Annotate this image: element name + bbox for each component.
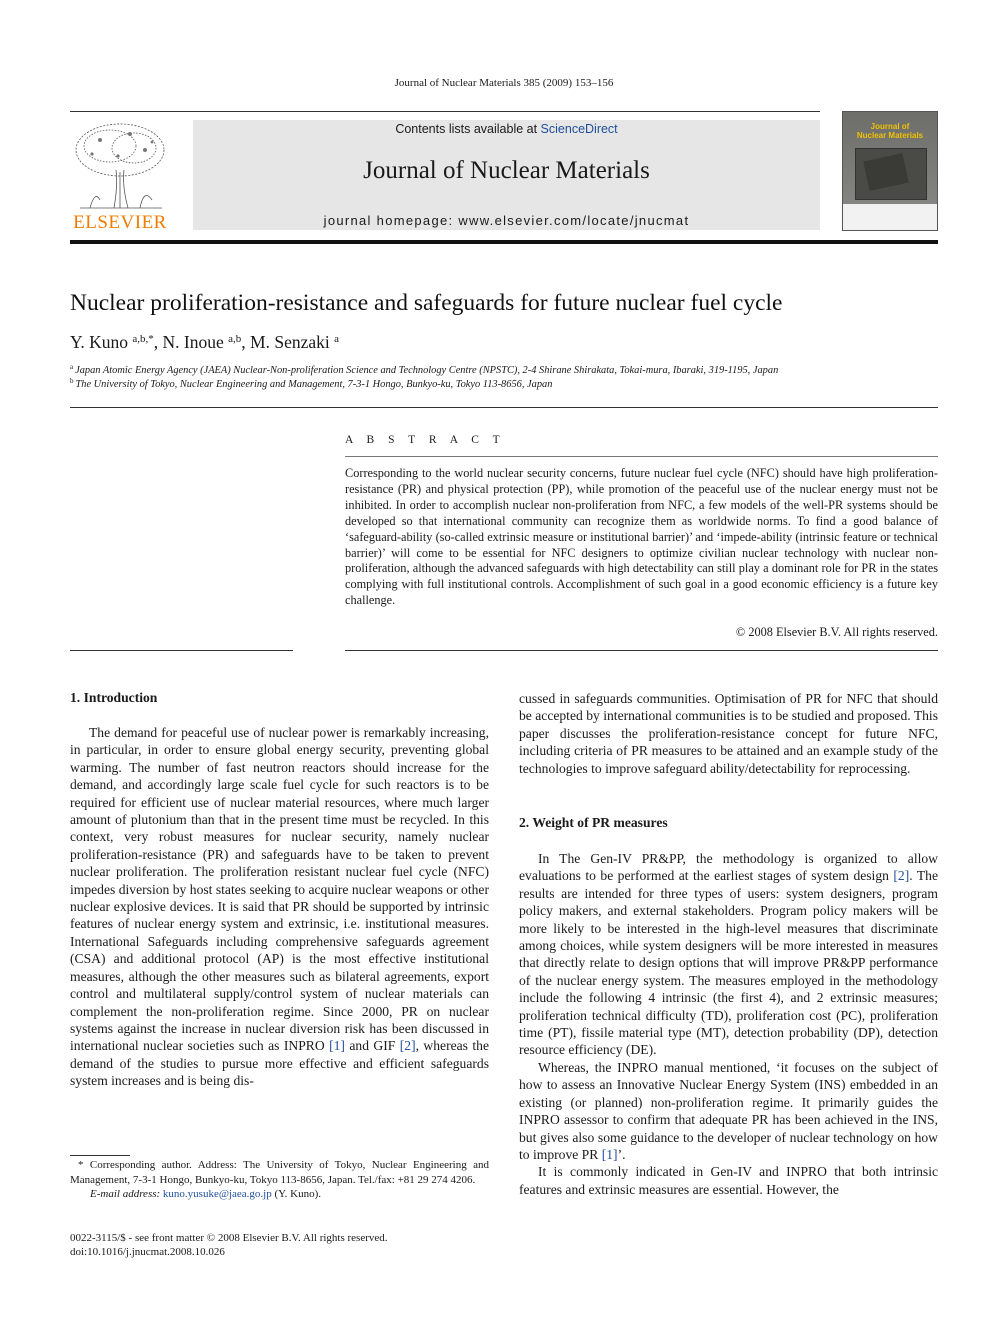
author-name[interactable]: M. Senzaki <box>250 332 330 352</box>
right-abstract-rule <box>345 650 938 651</box>
contents-line <box>193 122 820 136</box>
abstract-text: Corresponding to the world nuclear security concerns, future nuclear fuel cycle (NFC) should have high proliferation-resistance (PR) and physical protection (PP), while promotion of the peaceful use of the nuclear energy must not be inhibited. In order to accomplish nuclear non-proliferation from NFC, a few models of the well-PR systems should be developed so that international community can recognize them as worldwide norms. To find a good balance of ‘safeguard-ability (so-called extrinsic measure or institutional barrier)’ and ‘impede-ability (intrinsic feature or technical barrier)’ will come to be essential for NFC designers to optimize civilian nuclear technology with nuclear non-proliferation, although the advanced safeguards with high detectability can still play a dominant role for PR in the states complying with full institutional controls. Accomplishment of such goal in a good economic efficiency is a future key challenge. <box>345 466 938 608</box>
text-run: The demand for peaceful use of nuclear power is remarkably increasing, in particular, in order to ensure global energy security, preventing global warming. The number of fast neutron reactors should increase for the demand, and accordingly large scale fuel cycle for such reactors is to be required for efficient use of nuclear material resources, where much larger amount of plutonium than that in the present time must be recycled. In this context, very robust measures for nuclear security, namely nuclear proliferation-resistance (PR) and safeguards have to be taken to prevent nuclear proliferation. The proliferation resistant nuclear fuel cycle (NFC) impedes diversion by host states seeking to acquire nuclear weapons or other nuclear explosive devices. It is said that PR should be supported by intrinsic features of nuclear energy system and extrinsic, i.e. institutional measures. International Safeguards including comprehensive safeguards agreement (CSA) and additional protocol (AP) is the most effective institutional measures, although the other measures such as bilateral agreements, export control and multilateral supply/control system of nuclear materials can complement the non-proliferation regime. Since 2000, PR on nuclear systems against the increase in nuclear diversion risk has been discussed in international nuclear societies such as INPRO <box>70 725 489 1054</box>
abstract-heading-rule <box>345 456 938 457</box>
footnote <box>70 1158 489 1202</box>
text-run: In The Gen-IV PR&PP, the methodology is organized to allow evaluations to be performed at the earliest stages of system design <box>519 851 938 884</box>
author-separator: , <box>153 332 163 352</box>
paragraph <box>519 1059 938 1163</box>
affiliation-a <box>70 365 778 376</box>
text-run: ’. <box>617 1146 626 1162</box>
introduction-continued <box>519 690 938 777</box>
author-affiliation-mark: a,b <box>228 333 242 345</box>
sciencedirect-link[interactable]: ScienceDirect <box>540 122 618 136</box>
cover-title-line2: Nuclear Materials <box>856 131 924 140</box>
affiliation-b <box>70 379 552 390</box>
issn-line: 0022-3115/$ - see front matter © 2008 Elsevier B.V. All rights reserved. <box>70 1232 388 1244</box>
affiliation-mark: b <box>70 377 74 385</box>
cover-title-line1: Journal of <box>870 122 910 131</box>
affiliation-rule <box>70 407 938 408</box>
author-affiliation-mark: a,b,* <box>132 333 154 345</box>
article-title: Nuclear proliferation-resistance and safeguards for future nuclear fuel cycle <box>70 290 783 316</box>
footnote-rule <box>70 1155 130 1156</box>
abstract-heading: A B S T R A C T <box>345 434 506 446</box>
journal-cover[interactable] <box>842 111 938 231</box>
text-run: . The results are intended for three types of users: system designers, program policy makers, and external stakeholders. Program policy makers will be more likely to be interested in the high-level measures that discriminate among choices, while system designers will be more interested in measures that directly relate to design options that will improve PR&PP performance of the nuclear energy system. The measures employed in the methodology include the following 4 intrinsic (the first 4), and 2 extrinsic measures; proliferation technical difficulty (TD), proliferation cost (PC), proliferation time (PT), fissile material type (MT), detection probability (DP), detection resource efficiency (DE). <box>519 868 938 1058</box>
affiliation-text: The University of Tokyo, Nuclear Engineering and Management, 7-3-1 Hongo, Bunkyo-ku, Tokyo 113-8656, Japan <box>75 379 553 390</box>
left-abstract-rule <box>70 650 293 651</box>
email-suffix: (Y. Kuno). <box>271 1188 322 1201</box>
header-rule <box>70 111 820 112</box>
affiliation-text: Japan Atomic Energy Agency (JAEA) Nuclear-Non-proliferation Science and Technology Centre (NPSTC), 2-4 Shirane Shirakata, Tokai-mura, Ibaraki, 319-1195, Japan <box>75 365 779 376</box>
text-run: Whereas, the INPRO manual mentioned, ‘it focuses on the subject of how to assess an Innovative Nuclear Energy System (INS) embedded in an existing (or planned) non-proliferation regime. It primarily guides the INPRO assessor to confirm that adequate PR has been achieved in the INS, but gives also some guidance to the developer of nuclear technology on how to improve PR <box>519 1059 938 1162</box>
journal-homepage[interactable]: journal homepage: www.elsevier.com/locate/jnucmat <box>323 213 690 228</box>
affiliation-mark: a <box>70 363 74 371</box>
publisher-name: ELSEVIER <box>73 212 167 233</box>
paragraph: It is commonly indicated in Gen-IV and INPRO that both intrinsic features and extrinsic measures are essential. However, the <box>519 1164 938 1197</box>
banner-bottom-rule <box>70 240 938 244</box>
paragraph: cussed in safeguards communities. Optimisation of PR for NFC that should be accepted by international communities is to be studied and proposed. This paper discusses the proliferation-resistance concept for future NFC, including criteria of PR measures to be attained and an example study of the technologies to improve safeguard ability/detectability for reprocessing. <box>519 691 938 776</box>
cover-title <box>849 122 931 140</box>
running-head: Journal of Nuclear Materials 385 (2009) 153–156 <box>394 77 614 89</box>
cover-image <box>855 148 927 200</box>
introduction-body <box>70 724 489 1090</box>
weight-body <box>519 850 938 1198</box>
cover-image-shape <box>863 153 908 191</box>
front-matter-meta <box>70 1231 388 1260</box>
citation-link[interactable]: [2] <box>399 1038 416 1054</box>
email-label: E-mail address: <box>90 1188 161 1201</box>
section-heading-introduction: 1. Introduction <box>70 690 158 705</box>
email-line <box>70 1187 489 1202</box>
elsevier-tree-icon <box>70 120 170 212</box>
journal-banner <box>193 120 820 230</box>
author-name[interactable]: Y. Kuno <box>70 332 129 352</box>
section-heading-weight: 2. Weight of PR measures <box>519 815 668 830</box>
journal-title: Journal of Nuclear Materials <box>363 157 650 184</box>
paragraph <box>70 724 489 1090</box>
author-list <box>70 332 339 353</box>
corresponding-author-note: * Corresponding author. Address: The University of Tokyo, Nuclear Engineering and Management, 7-3-1 Hongo, Bunkyo-ku, Tokyo 113-8656, Japan. Tel./fax: +81 29 274 4206. <box>70 1159 489 1186</box>
abstract-copyright: © 2008 Elsevier B.V. All rights reserved. <box>735 625 938 639</box>
citation-link[interactable]: [2] <box>893 868 910 884</box>
citation-link[interactable]: [1] <box>601 1146 618 1162</box>
cover-footer <box>843 204 937 230</box>
author-affiliation-mark: a <box>334 333 340 345</box>
doi-line[interactable]: doi:10.1016/j.jnucmat.2008.10.026 <box>70 1246 225 1259</box>
citation-link[interactable]: [1] <box>329 1038 345 1054</box>
author-name[interactable]: N. Inoue <box>162 332 224 352</box>
author-separator: , <box>241 332 251 352</box>
email-link[interactable]: kuno.yusuke@jaea.go.jp <box>162 1188 272 1201</box>
paragraph <box>519 850 938 1059</box>
elsevier-logo[interactable] <box>70 120 170 232</box>
text-run: and GIF <box>344 1038 400 1054</box>
text-run: , whereas the demand of the studies to pursue more effective and efficient safeguards system increases and is being dis- <box>70 1038 489 1089</box>
contents-prefix: Contents lists available at <box>395 122 541 136</box>
